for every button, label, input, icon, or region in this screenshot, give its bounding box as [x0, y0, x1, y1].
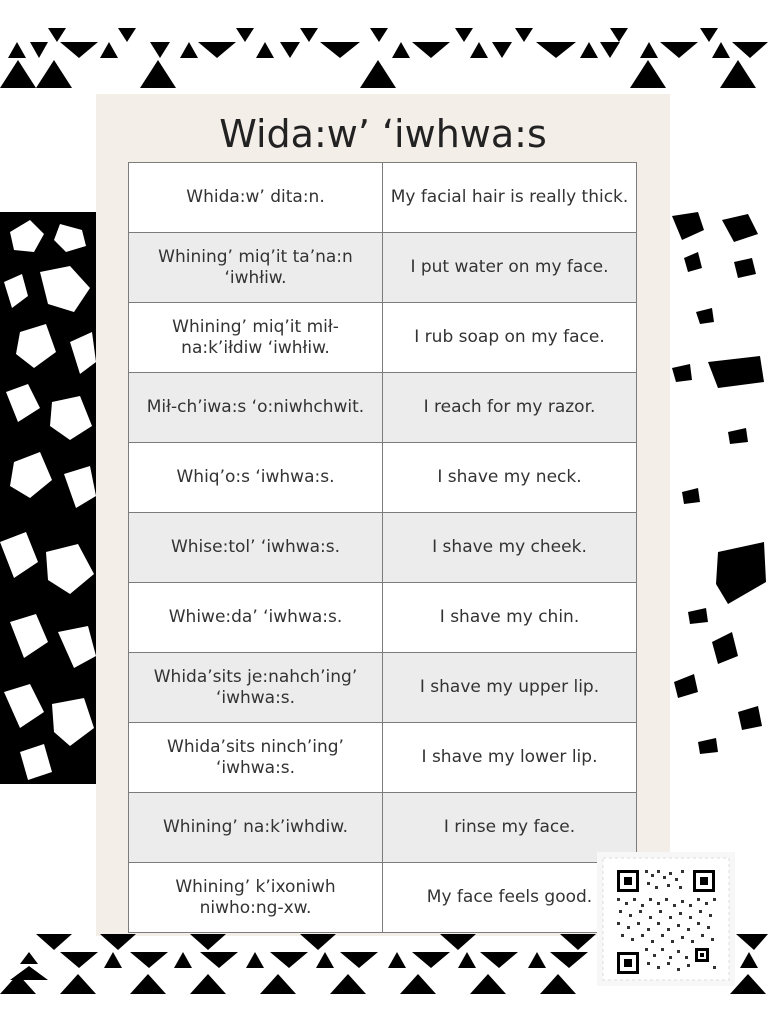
right-ink-texture — [668, 212, 768, 784]
hupa-phrase: Whida:w’ dita:n. — [129, 163, 383, 233]
qr-code[interactable] — [597, 852, 735, 986]
table-row — [129, 723, 637, 793]
english-translation: My face feels good. — [383, 863, 637, 933]
english-translation: I shave my cheek. — [383, 513, 637, 583]
top-triangle-border — [0, 28, 768, 88]
hupa-phrase: Mił-ch’iwa:s ‘o:niwhchwit. — [129, 373, 383, 443]
english-translation: I put water on my face. — [383, 233, 637, 303]
english-translation: I rinse my face. — [383, 793, 637, 863]
table-row — [129, 233, 637, 303]
english-translation: I rub soap on my face. — [383, 303, 637, 373]
english-translation: I shave my chin. — [383, 583, 637, 653]
hupa-phrase: Whining’ k’ixoniwh niwho:ng-xw. — [129, 863, 383, 933]
english-translation: I shave my upper lip. — [383, 653, 637, 723]
hupa-phrase: Whiwe:da’ ‘iwhwa:s. — [129, 583, 383, 653]
hupa-phrase: Whida’sits ninch’ing’ ‘iwhwa:s. — [129, 723, 383, 793]
table-row — [129, 373, 637, 443]
table-row — [129, 583, 637, 653]
english-translation: My facial hair is really thick. — [383, 163, 637, 233]
hupa-phrase: Whining’ miq’it ta’na:n ‘iwhłiw. — [129, 233, 383, 303]
table-row — [129, 793, 637, 863]
english-translation: I shave my lower lip. — [383, 723, 637, 793]
table-row — [129, 163, 637, 233]
hupa-phrase: Whiq’o:s ‘iwhwa:s. — [129, 443, 383, 513]
hupa-phrase: Whise:tol’ ‘iwhwa:s. — [129, 513, 383, 583]
hupa-phrase: Whining’ na:k’iwhdiw. — [129, 793, 383, 863]
table-row — [129, 653, 637, 723]
table-row — [129, 513, 637, 583]
left-ink-texture — [0, 212, 98, 784]
english-translation: I shave my neck. — [383, 443, 637, 513]
table-row — [129, 863, 637, 933]
vocabulary-table — [128, 162, 637, 933]
table-row — [129, 443, 637, 513]
table-row — [129, 303, 637, 373]
english-translation: I reach for my razor. — [383, 373, 637, 443]
page-title: Wida:w’ ‘iwhwa:s — [219, 112, 547, 156]
hupa-phrase: Whining’ miq’it mił-na:k’iłdiw ‘iwhłiw. — [129, 303, 383, 373]
qr-code-icon — [597, 852, 735, 986]
hupa-phrase: Whida’sits je:nahch’ing’ ‘iwhwa:s. — [129, 653, 383, 723]
